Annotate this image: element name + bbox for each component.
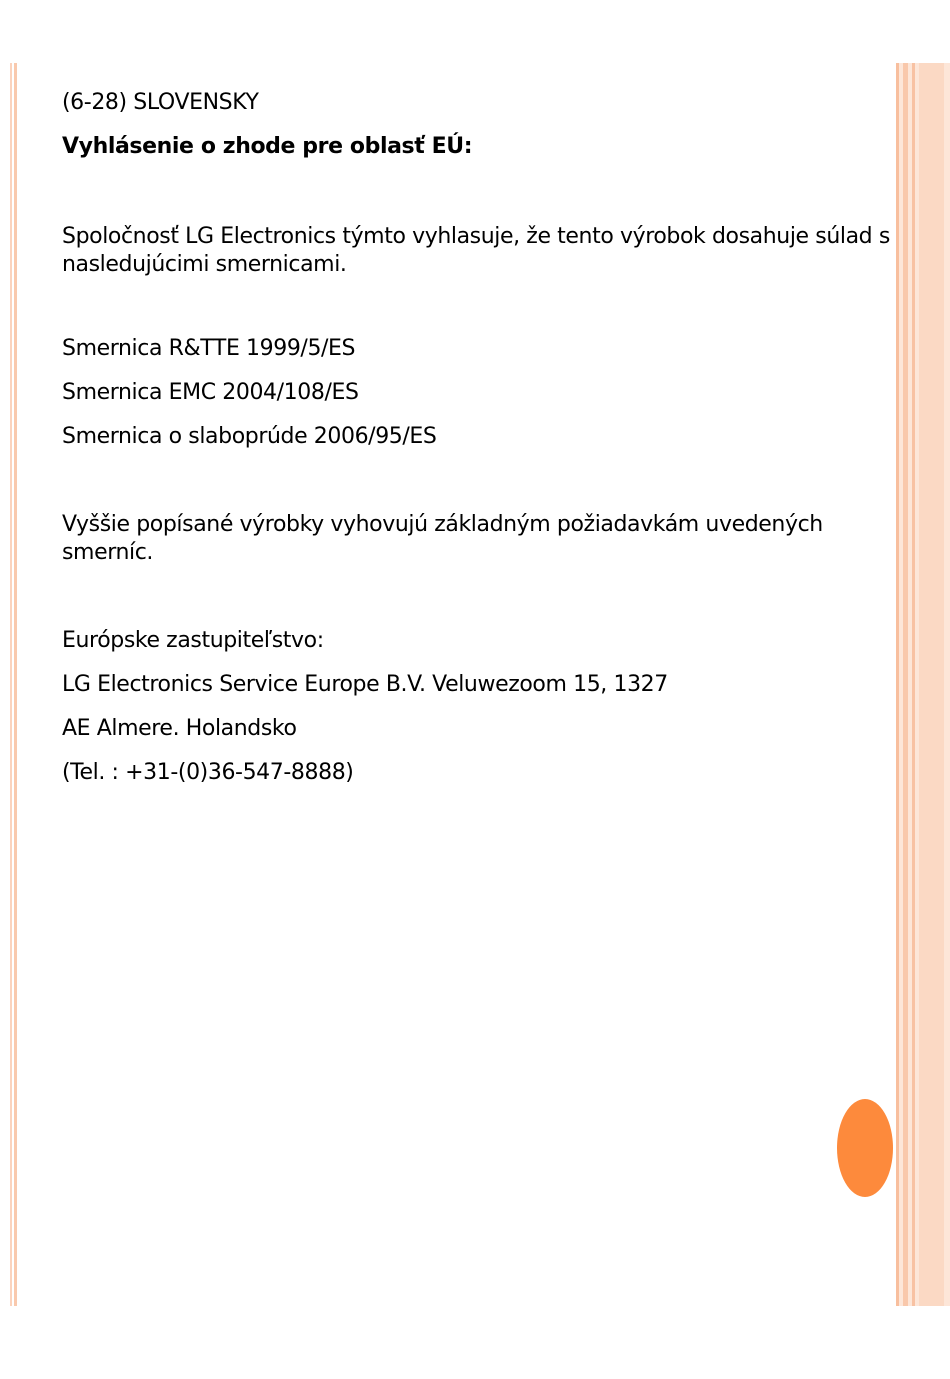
representative-title: Európske zastupiteľstvo:: [62, 628, 324, 653]
right-border-stripe: [896, 63, 899, 1306]
representative-address: LG Electronics Service Europe B.V. Veluwezoom 15, 1327: [62, 672, 668, 697]
left-border-stripe: [10, 63, 12, 1306]
right-border-stripe: [912, 63, 915, 1306]
directive-item: Smernica R&TTE 1999/5/ES: [62, 336, 356, 361]
intro-line: nasledujúcimi smernicami.: [62, 252, 347, 277]
right-border-stripe: [919, 63, 944, 1306]
compliance-line: Vyššie popísané výrobky vyhovujú základným požiadavkám uvedených: [62, 512, 823, 537]
orange-accent-dot: [837, 1099, 893, 1197]
intro-paragraph: [62, 222, 894, 280]
document-body: [62, 88, 894, 788]
right-border-stripe: [903, 63, 908, 1306]
compliance-paragraph: [62, 510, 894, 568]
representative-phone: (Tel. : +31-(0)36-547-8888): [62, 760, 354, 785]
directive-item: Smernica o slaboprúde 2006/95/ES: [62, 424, 437, 449]
page-heading: (6-28) SLOVENSKY: [62, 90, 259, 115]
compliance-line: smerníc.: [62, 540, 154, 565]
directive-item: Smernica EMC 2004/108/ES: [62, 380, 359, 405]
intro-line: Spoločnosť LG Electronics týmto vyhlasuje, že tento výrobok dosahuje súlad s: [62, 224, 890, 249]
representative-address: AE Almere. Holandsko: [62, 716, 297, 741]
left-border-stripe: [14, 63, 17, 1306]
declaration-title: Vyhlásenie o zhode pre oblasť EÚ:: [62, 134, 473, 159]
